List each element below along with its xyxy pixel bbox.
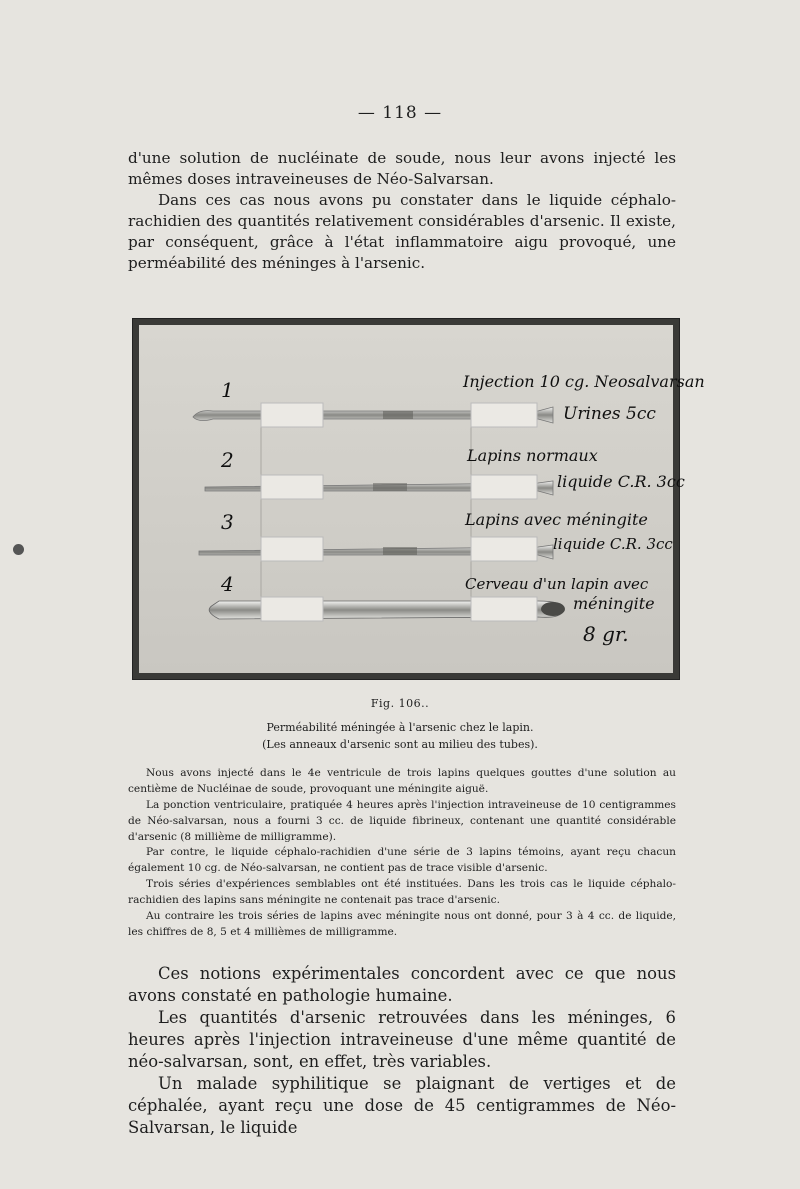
- paragraph: Un malade syphilitique se plaignant de vertiges et de céphalée, ayant reçu une dose de 45 centigrammes de Néo-Salvarsan, le liquide: [128, 1074, 676, 1137]
- annotation: méningite: [573, 594, 655, 613]
- paragraph: d'une solution de nucléinate de soude, nous leur avons injecté les mêmes doses intraveineuses de Néo-Salvarsan.: [128, 149, 676, 188]
- tube-number: 3: [221, 510, 234, 534]
- paragraph: Ces notions expérimentales concordent avec ce que nous avons constaté en pathologie humaine.: [128, 964, 676, 1005]
- note-paragraph: Nous avons injecté dans le 4e ventricule de trois lapins quelques gouttes d'une solution au centième de Nucléinae de soude, provoquant une méningite aiguë.: [128, 767, 676, 795]
- figure-photograph: [132, 318, 705, 680]
- figure-label: Fig. 106..: [370, 697, 430, 710]
- note-paragraph: Par contre, le liquide céphalo-rachidien d'une série de 3 lapins témoins, ayant reçu chacun également 10 cg. de Néo-salvarsan, ne contient pas de trace visible d'arsenic.: [128, 846, 676, 874]
- figure-caption: Perméabilité méningée à l'arsenic chez le lapin.: [266, 721, 534, 734]
- annotation: Urines 5cc: [563, 404, 656, 424]
- paragraph: Dans ces cas nous avons pu constater dans le liquide céphalo-rachidien des quantités relativement considérables d'arsenic. Il existe, par conséquent, grâce à l'état inflammatoire aigu provoqué, une perméabilité des méninges à l'arsenic.: [128, 191, 676, 272]
- tube-number: 2: [221, 448, 234, 472]
- annotation: Injection 10 cg. Neosalvarsan: [463, 372, 705, 391]
- figure-caption: (Les anneaux d'arsenic sont au milieu des tubes).: [262, 738, 538, 751]
- annotation: 8 gr.: [583, 622, 629, 646]
- paragraph: Les quantités d'arsenic retrouvées dans les méninges, 6 heures après l'injection intraveineuse d'une même quantité de néo-salvarsan, sont, en effet, très variables.: [128, 1008, 676, 1071]
- tube-number: 1: [221, 378, 234, 402]
- ink-spot: [13, 544, 24, 555]
- annotation: Lapins avec méningite: [465, 510, 648, 529]
- tube-number: 4: [221, 572, 234, 596]
- annotation: liquide C.R. 3cc: [553, 535, 673, 553]
- note-paragraph: Trois séries d'expériences semblables ont été instituées. Dans les trois cas le liquide céphalo-rachidien des lapins sans méningite ne contenait pas trace d'arsenic.: [128, 878, 676, 906]
- note-paragraph: Au contraire les trois séries de lapins avec méningite nous ont donné, pour 3 à 4 cc. de liquide, les chiffres de 8, 5 et 4 millièmes de milligramme.: [128, 910, 676, 938]
- page-number: — 118 —: [357, 103, 443, 123]
- annotation: liquide C.R. 3cc: [557, 472, 685, 491]
- annotation: Lapins normaux: [467, 446, 598, 465]
- annotation: Cerveau d'un lapin avec: [465, 575, 649, 593]
- note-paragraph: La ponction ventriculaire, pratiquée 4 heures après l'injection intraveineuse de 10 centigrammes de Néo-salvarsan, nous a fourni 3 cc. de liquide fibrineux, contenant une quantité considérable d'arsenic (8 millième de milligramme).: [128, 799, 676, 843]
